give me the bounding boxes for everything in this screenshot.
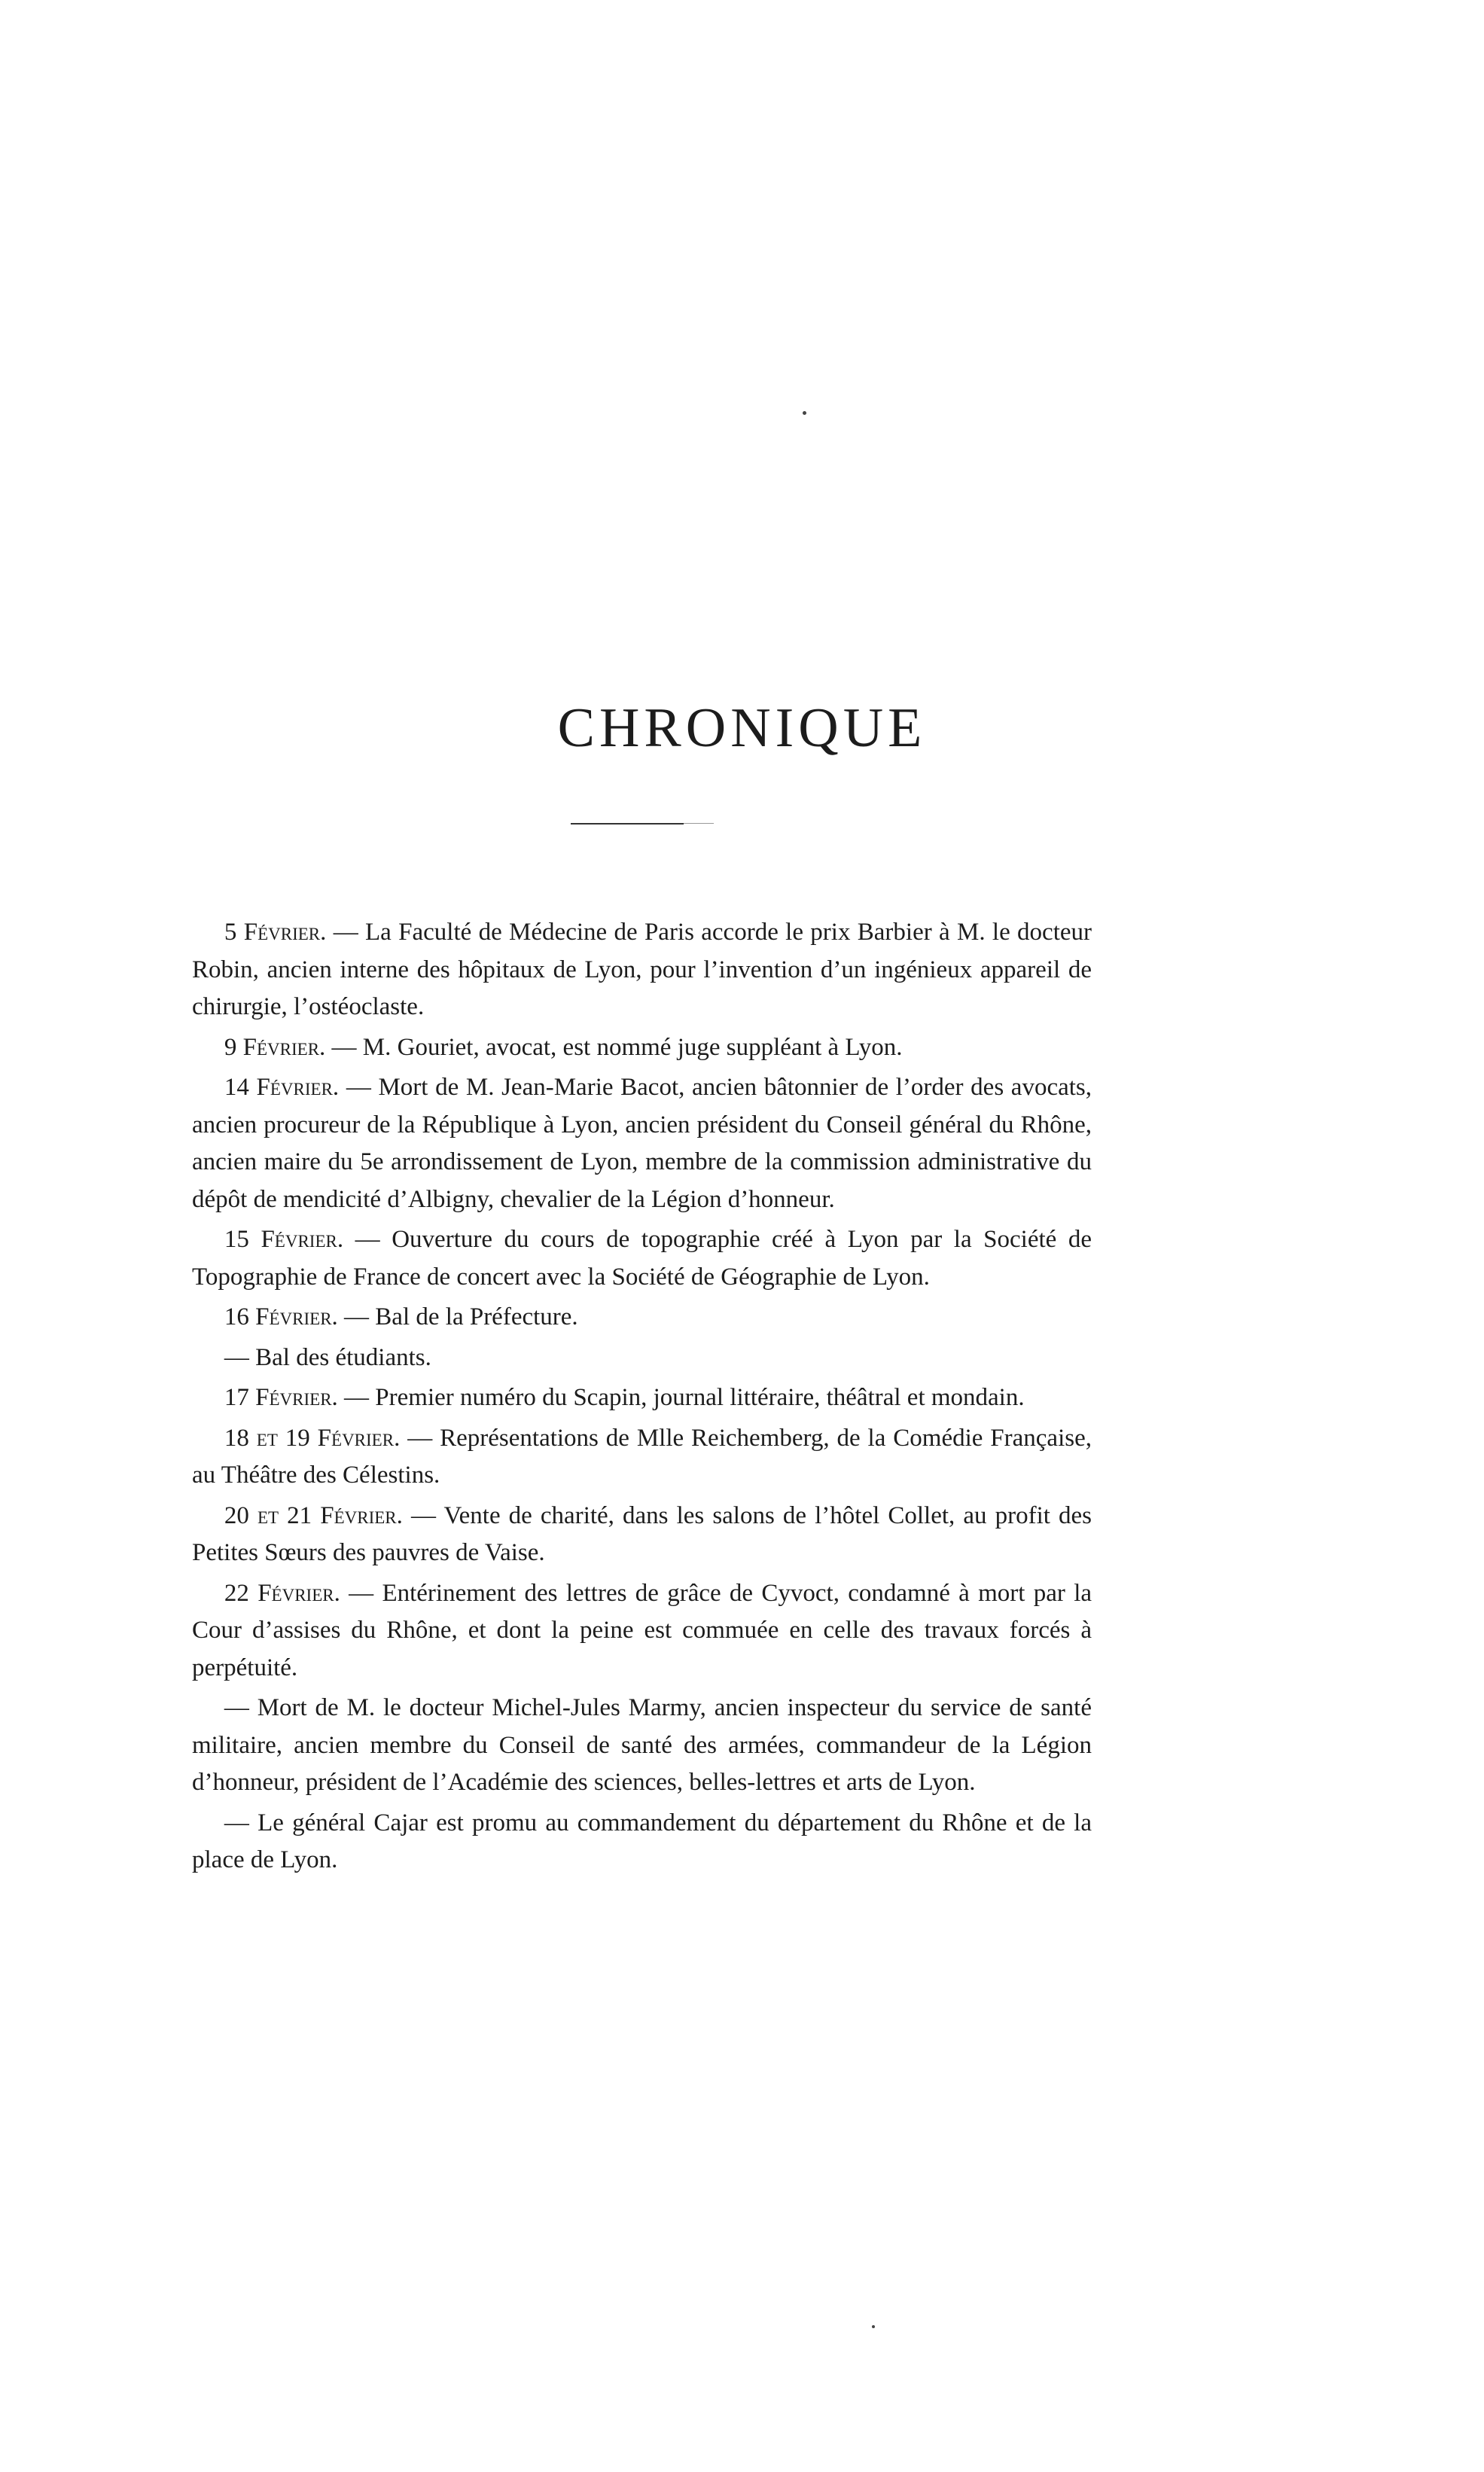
entry-text: — Ouverture du cours de topographie créé à Lyon par la Société de Topographie de France de concert avec la Société de Géographie de Lyon. <box>192 1226 1092 1291</box>
entry <box>192 1805 1092 1879</box>
entry-date: 14 Février. <box>224 1074 340 1101</box>
entry <box>192 1498 1092 1572</box>
entry-date: 9 Février. <box>224 1033 326 1061</box>
entry-text: — La Faculté de Médecine de Paris accorde le prix Barbier à M. le docteur Robin, ancien interne des hôpitaux de Lyon, pour l’invention d’un ingénieux appareil de chirurgie, l’ostéoclaste. <box>192 919 1092 1020</box>
ink-speck-bottom <box>872 2325 875 2328</box>
entry-date: 22 Février. <box>224 1579 340 1607</box>
entry-date: 15 Février. <box>224 1226 344 1253</box>
entry <box>192 1029 1092 1067</box>
entry <box>192 1690 1092 1802</box>
entry-date: 20 et 21 Février. <box>224 1501 403 1529</box>
entry <box>192 1221 1092 1296</box>
entry <box>192 1340 1092 1377</box>
entry <box>192 1420 1092 1495</box>
entry-text: — Entérinement des lettres de grâce de Cyvoct, condamné à mort par la Cour d’assises du Rhône, et dont la peine est commuée en celle des travaux forcés à perpétuité. <box>192 1579 1092 1681</box>
entry <box>192 914 1092 1026</box>
entry <box>192 1299 1092 1337</box>
entry-text: — Bal des étudiants. <box>224 1343 431 1371</box>
chronicle-entries <box>192 914 1092 1882</box>
page-title: CHRONIQUE <box>557 697 927 759</box>
entry <box>192 1575 1092 1687</box>
entry-date: 17 Février. <box>224 1384 338 1411</box>
title-rule-fade <box>684 823 714 824</box>
entry-date: 5 Février. <box>224 919 327 946</box>
title-rule <box>571 823 684 825</box>
entry-text: — Bal de la Préfecture. <box>337 1303 578 1330</box>
entry-text: — Le général Cajar est promu au commandement du département du Rhône et de la place de Lyon. <box>192 1809 1092 1873</box>
entry-date: 18 et 19 Février. <box>224 1424 401 1452</box>
entry <box>192 1379 1092 1417</box>
entry-date: 16 Février. <box>224 1303 338 1330</box>
entry-text: — Représentations de Mlle Reichemberg, de la Comédie Française, au Théâtre des Célestins. <box>192 1424 1092 1489</box>
entry-text: — Premier numéro du Scapin, journal littéraire, théâtral et mondain. <box>337 1384 1025 1411</box>
entry-text: — M. Gouriet, avocat, est nommé juge suppléant à Lyon. <box>325 1033 903 1061</box>
entry <box>192 1069 1092 1218</box>
ink-speck-top <box>803 411 806 415</box>
entry-text: — Vente de charité, dans les salons de l’hôtel Collet, au profit des Petites Sœurs des pauvres de Vaise. <box>192 1501 1092 1566</box>
entry-text: — Mort de M. Jean-Marie Bacot, ancien bâtonnier de l’order des avocats, ancien procureur de la République à Lyon, ancien président du Conseil général du Rhône, ancien maire du 5e arrondissement de Lyon, membre de la commission administrative du dépôt de mendicité d’Albigny, chevalier de la Légion d’honneur. <box>192 1074 1092 1213</box>
entry-text: — Mort de M. le docteur Michel-Jules Marmy, ancien inspecteur du service de santé militaire, ancien membre du Conseil de santé des armées, commandeur de la Légion d’honneur, président de l’Académie des sciences, belles-lettres et arts de Lyon. <box>192 1694 1092 1796</box>
